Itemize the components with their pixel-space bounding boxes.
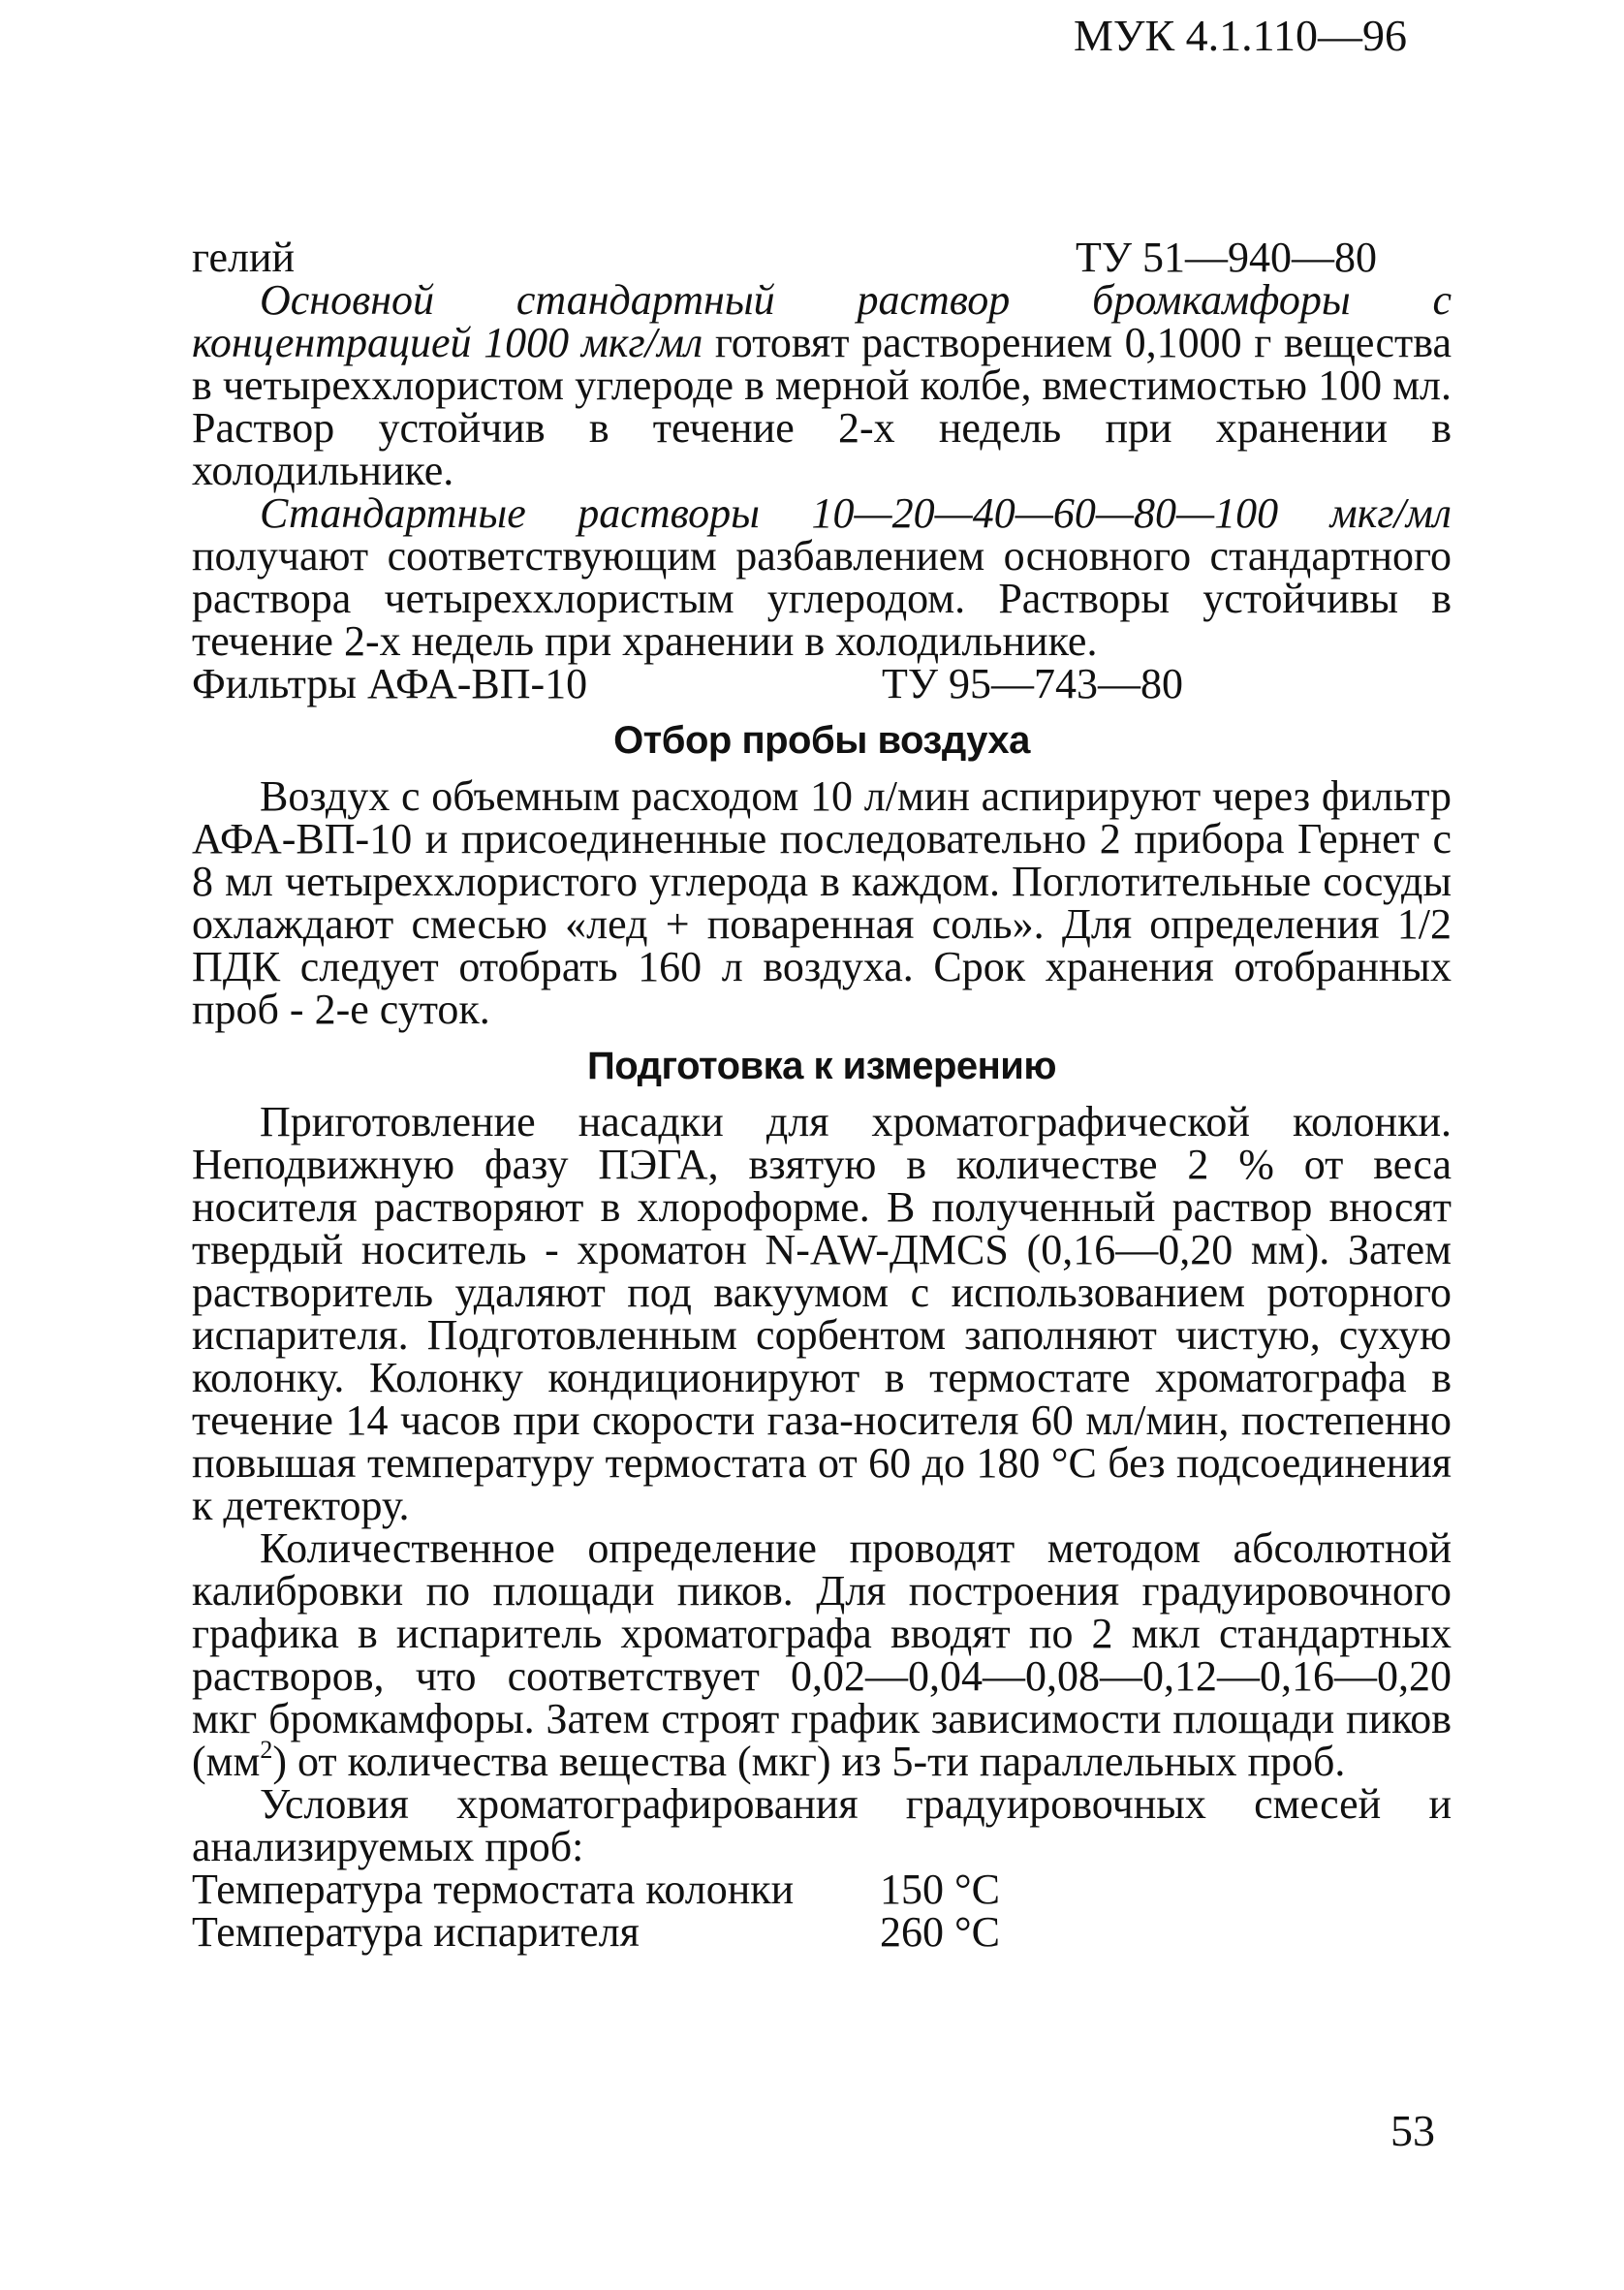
standard-solutions-paragraph: [192, 489, 1452, 665]
conditions-intro-paragraph: Условия хроматографирования градуировочных смесей и анализируемых проб:: [192, 1780, 1452, 1870]
stock-solution-heading: Основной стандартный раствор бромкамфоры с концентрацией 1000 мкг/мл: [192, 276, 1452, 366]
stock-solution-paragraph: [192, 276, 1452, 494]
superscript: 2: [260, 1736, 273, 1764]
section-title-sampling: Отбор пробы воздуха: [613, 719, 1030, 762]
standard-solutions-text: получают соответствующим разбавлением основного стандартного раствора четыреххлористым углеродом. Растворы устойчивы в течение 2-х недель при хранении в холодильнике.: [192, 532, 1452, 665]
page-number: 53: [1390, 2106, 1435, 2155]
quantification-text: Количественное определение проводят методом абсолютной калибровки по площади пиков. Для построения градуировочного графика в испаритель хроматографа вводят по 2 мкл стандартных растворов, что соответствует 0,02—0,04—0,08—0,12—0,16—0,20 мкг бромкамфоры. Затем строят график зависимости площади пиков (мм: [192, 1524, 1452, 1785]
reagent-line: [192, 236, 1452, 279]
stock-solution-text: готовят растворением 0,1000 г вещества в четыреххлористом углероде в мерной колбе, вместимостью 100 мл. Раствор устойчив в течение 2-х недель при хранении в холодильнике.: [192, 319, 1452, 494]
quantification-paragraph: [192, 1524, 1452, 1785]
condition-row: [192, 1868, 1452, 1911]
reagent-name: Фильтры АФА-ВП-10: [192, 660, 588, 707]
standard-solutions-heading: Стандартные растворы 10—20—40—60—80—100 мкг/мл: [260, 489, 1452, 537]
condition-value: 260 °С: [880, 1908, 1000, 1956]
section-title-preparation: Подготовка к измерению: [586, 1045, 1057, 1087]
packing-preparation-paragraph: Приготовление насадки для хроматографической колонки. Неподвижную фазу ПЭГА, взятую в количестве 2 % от веса носителя растворяют в хлороформе. В полученный раствор вносят твердый носитель - хроматон N-AW-ДМCS (0,16—0,20 мм). Затем растворитель удаляют под вакуумом с использованием роторного испарителя. Подготовленным сорбентом заполняют чистую, сухую колонку. Колонку кондиционируют в термостате хроматографа в течение 14 часов при скорости газа-носителя 60 мл/мин, постепенно повышая температуру термостата от 60 до 180 °С без подсоединения к детектору.: [192, 1098, 1452, 1529]
condition-label: Температура испарителя: [192, 1908, 640, 1956]
sampling-paragraph: Воздух с объемным расходом 10 л/мин аспирируют через фильтр АФА-ВП-10 и присоединенные последовательно 2 прибора Гернет с 8 мл четыреххлористого углерода в каждом. Поглотительные сосуды охлаждают смесью «лед + поваренная соль». Для определения 1/2 ПДК следует отобрать 160 л воздуха. Срок хранения отобранных проб - 2-е суток.: [192, 772, 1452, 1033]
reagent-spec: ТУ 51—940—80: [1076, 234, 1378, 281]
condition-label: Температура термостата колонки: [192, 1866, 795, 1913]
page-body: [192, 145, 1452, 1954]
condition-row: [192, 1908, 1452, 1956]
quantification-text-end: ) от количества вещества (мкг) из 5-ти параллельных проб.: [272, 1738, 1346, 1785]
document-code: МУК 4.1.110—96: [1074, 11, 1407, 60]
condition-value: 150 °С: [880, 1866, 1000, 1913]
reagent-name: гелий: [192, 234, 296, 281]
reagent-spec: ТУ 95—743—80: [882, 660, 1184, 707]
reagent-line: [192, 660, 1452, 707]
